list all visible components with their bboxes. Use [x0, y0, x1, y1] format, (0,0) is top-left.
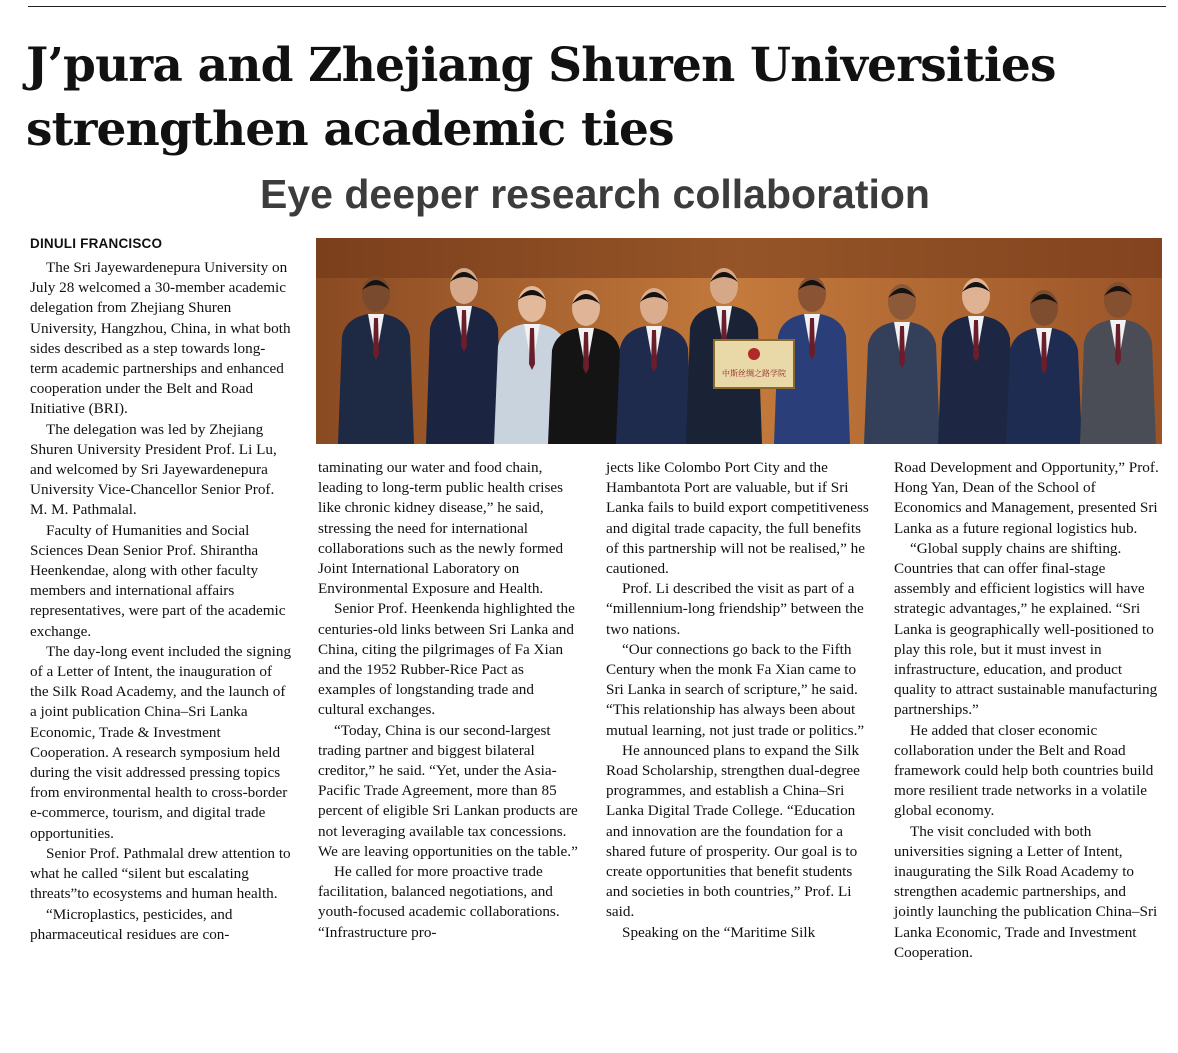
- paragraph: “Our connections go back to the Fifth Century when the monk Fa Xian came to Sri Lanka in search of scripture,” he said. “This relationship has always been about mutual learning, not just trade or politics.”: [606, 640, 865, 739]
- paragraph: The delegation was led by Zhejiang Shuren University President Prof. Li Lu, and welcomed by Sri Jayewardenepura University Vice-Chancellor Senior Prof. M. M. Pathmalal.: [30, 420, 277, 519]
- delegation-photo: [316, 238, 1162, 444]
- paragraph: The day-long event included the signing of a Letter of Intent, the inauguration of the Silk Road Academy, and the launch of a joint publication China–Sri Lanka Economic, Trade & Investment Cooperation. A research symposium held during the visit addressed pressing topics from environmental health to cross-border e-commerce, tourism, and digital trade opportunities.: [30, 642, 292, 842]
- paragraph: taminating our water and food chain, leading to long-term public health crises like chronic kidney disease,” he said, stressing the need for international collaborations such as the newly formed Joint International Laboratory on Environmental Exposure and Health.: [318, 459, 564, 598]
- byline: DINULI FRANCISCO: [30, 236, 163, 251]
- paragraph: “Today, China is our second-largest trading partner and biggest bilateral creditor,” he said. “Yet, under the Asia-Pacific Trade Agreement, more than 85 percent of eligible Sri Lankan products are not leveraging available tax concessions. We are leaving opportunities on the table.”: [318, 721, 578, 860]
- paragraph: Senior Prof. Heenkenda highlighted the centuries-old links between Sri Lanka and China, citing the pilgrimages of Fa Xian and the 1952 Rubber-Rice Pact as examples of longstanding trade and cultural exchanges.: [318, 600, 575, 719]
- paragraph: Road Development and Opportunity,” Prof. Hong Yan, Dean of the School of Economics and Management, presented Sri Lanka as a future regional logistics hub.: [894, 459, 1159, 537]
- paragraph: jects like Colombo Port City and the Hambantota Port are valuable, but if Sri Lanka fails to build export competitiveness and digital trade capacity, the full benefits of this partnership will not be realised,” he cautioned.: [606, 459, 869, 578]
- person-tie: [1041, 332, 1047, 374]
- paragraph: “Global supply chains are shifting. Countries that can offer final-stage assembly and efficient logistics will have strategic advantages,” he explained. “Sri Lanka is geographically well-positioned to play this role, but it must invest in infrastructure, education, and product quality to attract sustainable manufacturing partnerships.”: [894, 539, 1158, 719]
- article-column-1: [30, 258, 292, 945]
- headline-line-2: strengthen academic ties: [26, 102, 674, 157]
- paragraph: Faculty of Humanities and Social Sciences Dean Senior Prof. Shirantha Heenkendae, along with other faculty members and international affairs representatives, were part of the academic exchange.: [30, 521, 286, 640]
- paragraph: Speaking on the “Maritime Silk: [622, 923, 816, 941]
- person-tie: [651, 330, 657, 372]
- paragraph: He announced plans to expand the Silk Road Scholarship, strengthen dual-degree programmes, and establish a China–Sri Lanka Digital Trade College. “Education and innovation are the foundation for a shared future of prosperity. Our goal is to create opportunities that benefit students and societies in both countries,” Prof. Li said.: [606, 741, 860, 921]
- plaque-text: 中斯丝绸之路学院: [722, 369, 786, 378]
- person-tie: [529, 328, 535, 370]
- person-tie: [461, 310, 467, 352]
- person-tie: [809, 318, 815, 360]
- headline: [26, 34, 1166, 162]
- headline-line-1: J’pura and Zhejiang Shuren Universities: [26, 38, 1056, 93]
- paragraph: Prof. Li described the visit as part of a “millennium-long friendship” between the two nations.: [606, 580, 864, 638]
- article-column-3: [606, 458, 872, 943]
- person-tie: [973, 320, 979, 362]
- plaque: [714, 340, 794, 388]
- person-tie: [373, 318, 379, 360]
- subheadline: Eye deeper research collaboration: [260, 171, 930, 217]
- person-tie: [1115, 324, 1121, 366]
- top-rule: [28, 6, 1166, 7]
- person-tie: [583, 332, 589, 374]
- paragraph: Senior Prof. Pathmalal drew attention to what he called “silent but escalating threats”to ecosystems and human health.: [30, 844, 291, 903]
- paragraph: The Sri Jayewardenepura University on July 28 welcomed a 30-member academic delegation from Zhejiang Shuren University, Hangzhou, China, in what both sides described as a step towards long-term academic partnerships and enhanced cooperation under the Belt and Road Initiative (BRI).: [30, 259, 291, 418]
- article-column-4: [894, 458, 1160, 963]
- paragraph: He called for more proactive trade facilitation, balanced negotiations, and youth-focused academic collaborations. “Infrastructure pro-: [318, 863, 560, 941]
- paragraph: He added that closer economic collaboration under the Belt and Road framework could help both countries build more resilient trade networks in a volatile global economy.: [894, 721, 1154, 820]
- paragraph: “Microplastics, pesticides, and pharmaceutical residues are con-: [30, 905, 233, 943]
- paragraph: The visit concluded with both universities signing a Letter of Intent, inaugurating the Silk Road Academy to strengthen academic partnerships, and jointly launching the publication China–Sri Lanka Economic, Trade and Investment Cooperation.: [894, 822, 1158, 961]
- article-column-2: [318, 458, 582, 943]
- person-tie: [899, 326, 905, 368]
